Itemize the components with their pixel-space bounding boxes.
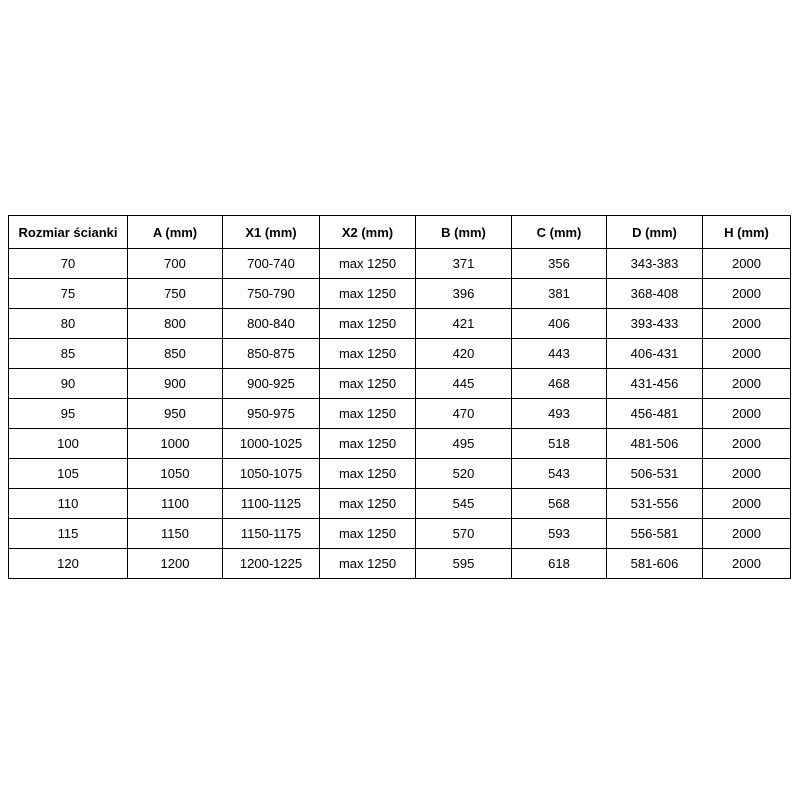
table-row — [9, 459, 791, 489]
column-header: B (mm) — [416, 216, 512, 249]
table-cell: 80 — [9, 309, 128, 339]
table-cell: 368-408 — [607, 279, 703, 309]
table-cell: 371 — [416, 249, 512, 279]
table-cell: 950 — [128, 399, 223, 429]
table-row — [9, 369, 791, 399]
table-cell: 750 — [128, 279, 223, 309]
table-cell: 456-481 — [607, 399, 703, 429]
table-row — [9, 399, 791, 429]
table-cell: 2000 — [703, 249, 791, 279]
table-row — [9, 549, 791, 579]
table-cell: 800-840 — [223, 309, 320, 339]
table-cell: max 1250 — [320, 459, 416, 489]
table-cell: max 1250 — [320, 369, 416, 399]
table-cell: 495 — [416, 429, 512, 459]
table-cell: 1100-1125 — [223, 489, 320, 519]
table-cell: 700-740 — [223, 249, 320, 279]
table-cell: 2000 — [703, 369, 791, 399]
table-cell: 420 — [416, 339, 512, 369]
table-cell: 85 — [9, 339, 128, 369]
table-cell: max 1250 — [320, 279, 416, 309]
table-cell: 2000 — [703, 549, 791, 579]
table-cell: 595 — [416, 549, 512, 579]
table-cell: max 1250 — [320, 309, 416, 339]
table-cell: 750-790 — [223, 279, 320, 309]
table-cell: 493 — [512, 399, 607, 429]
table-cell: 570 — [416, 519, 512, 549]
table-cell: 2000 — [703, 279, 791, 309]
table-cell: 431-456 — [607, 369, 703, 399]
table-row — [9, 249, 791, 279]
table-cell: 531-556 — [607, 489, 703, 519]
table-cell: 2000 — [703, 519, 791, 549]
table-cell: 100 — [9, 429, 128, 459]
table-cell: max 1250 — [320, 249, 416, 279]
column-header: C (mm) — [512, 216, 607, 249]
table-row — [9, 279, 791, 309]
dimension-spec-table — [8, 215, 791, 579]
table-cell: 2000 — [703, 339, 791, 369]
table-cell: 568 — [512, 489, 607, 519]
column-header: Rozmiar ścianki — [9, 216, 128, 249]
table-cell: 445 — [416, 369, 512, 399]
table-cell: 2000 — [703, 399, 791, 429]
table-cell: 396 — [416, 279, 512, 309]
column-header: H (mm) — [703, 216, 791, 249]
table-cell: max 1250 — [320, 429, 416, 459]
table-cell: 850 — [128, 339, 223, 369]
table-cell: max 1250 — [320, 399, 416, 429]
table-cell: 105 — [9, 459, 128, 489]
table-cell: 545 — [416, 489, 512, 519]
table-body — [9, 249, 791, 579]
table-cell: 1150 — [128, 519, 223, 549]
table-cell: 1200-1225 — [223, 549, 320, 579]
column-header: X1 (mm) — [223, 216, 320, 249]
table-cell: 581-606 — [607, 549, 703, 579]
table-cell: 900 — [128, 369, 223, 399]
table-cell: 1000-1025 — [223, 429, 320, 459]
table-header — [9, 216, 791, 249]
table-cell: 2000 — [703, 309, 791, 339]
table-cell: 70 — [9, 249, 128, 279]
table-cell: 506-531 — [607, 459, 703, 489]
table-cell: 470 — [416, 399, 512, 429]
table-cell: 421 — [416, 309, 512, 339]
table-cell: 1050-1075 — [223, 459, 320, 489]
table-cell: 518 — [512, 429, 607, 459]
table-cell: 700 — [128, 249, 223, 279]
table-cell: 381 — [512, 279, 607, 309]
table-cell: 393-433 — [607, 309, 703, 339]
column-header: D (mm) — [607, 216, 703, 249]
table-row — [9, 519, 791, 549]
table-cell: 556-581 — [607, 519, 703, 549]
table-cell: 110 — [9, 489, 128, 519]
table-cell: 2000 — [703, 429, 791, 459]
table-cell: 120 — [9, 549, 128, 579]
table-cell: 950-975 — [223, 399, 320, 429]
table-cell: 800 — [128, 309, 223, 339]
table-cell: 90 — [9, 369, 128, 399]
table-cell: max 1250 — [320, 489, 416, 519]
table-row — [9, 339, 791, 369]
table-cell: 115 — [9, 519, 128, 549]
table-row — [9, 429, 791, 459]
table-cell: 481-506 — [607, 429, 703, 459]
table-cell: 900-925 — [223, 369, 320, 399]
header-row — [9, 216, 791, 249]
column-header: X2 (mm) — [320, 216, 416, 249]
table-cell: 75 — [9, 279, 128, 309]
table-cell: 543 — [512, 459, 607, 489]
table-cell: 1000 — [128, 429, 223, 459]
table-row — [9, 489, 791, 519]
table-cell: 1050 — [128, 459, 223, 489]
table-cell: 406 — [512, 309, 607, 339]
table-cell: 1150-1175 — [223, 519, 320, 549]
table-cell: 593 — [512, 519, 607, 549]
table-cell: 2000 — [703, 489, 791, 519]
table-cell: 356 — [512, 249, 607, 279]
table-cell: max 1250 — [320, 339, 416, 369]
table-cell: 343-383 — [607, 249, 703, 279]
column-header: A (mm) — [128, 216, 223, 249]
table-cell: 406-431 — [607, 339, 703, 369]
table-cell: 1100 — [128, 489, 223, 519]
table-cell: 95 — [9, 399, 128, 429]
table-cell: max 1250 — [320, 549, 416, 579]
table-cell: 443 — [512, 339, 607, 369]
table-cell: max 1250 — [320, 519, 416, 549]
table-cell: 468 — [512, 369, 607, 399]
table-cell: 850-875 — [223, 339, 320, 369]
table-row — [9, 309, 791, 339]
table-cell: 1200 — [128, 549, 223, 579]
table-cell: 520 — [416, 459, 512, 489]
table-cell: 618 — [512, 549, 607, 579]
table-cell: 2000 — [703, 459, 791, 489]
